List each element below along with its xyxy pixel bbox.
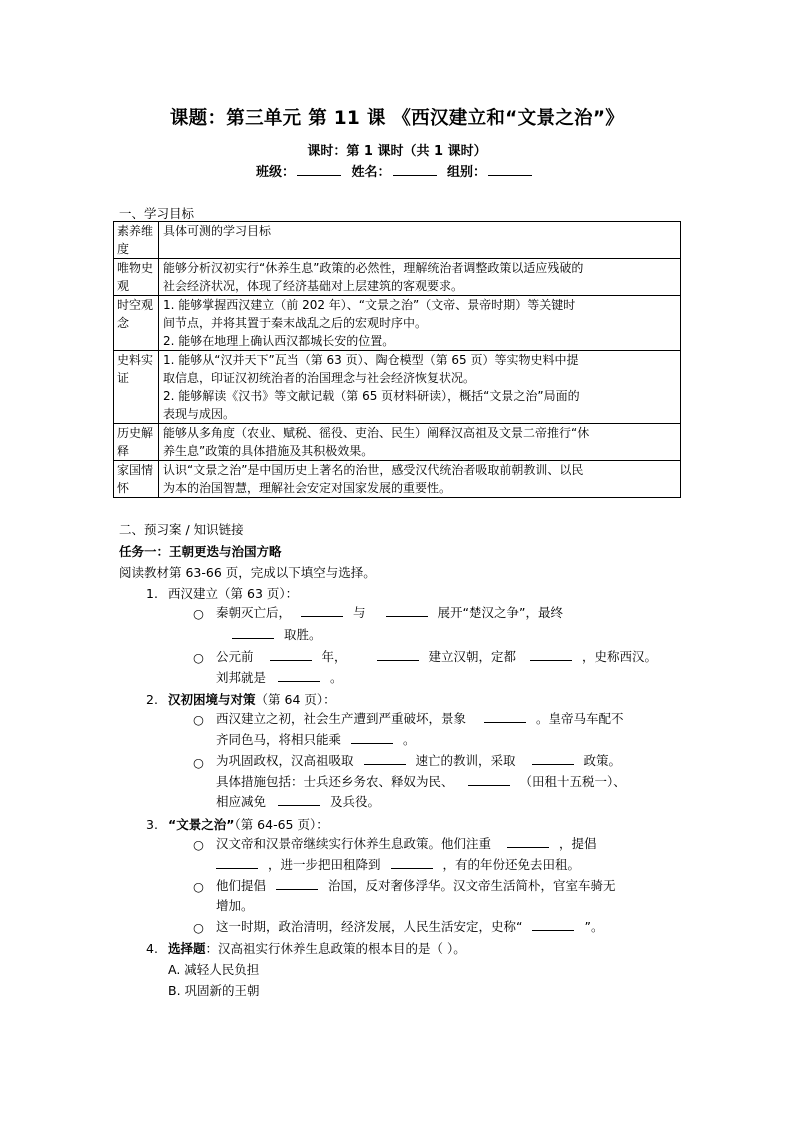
fill-blank[interactable] xyxy=(507,835,549,848)
goal-line: 1. 能够掌握西汉建立（前 202 年）、“文景之治”（文帝、景帝时期）等关键时 xyxy=(163,298,576,312)
bullet-icon: ○ xyxy=(193,712,204,727)
task-one-title: 任务一：王朝更迭与治国方略 xyxy=(119,544,282,559)
item-2-line-4: 具体措施包括：士兵还乡务农、释奴为民、 （田租十五税一）、 xyxy=(216,774,626,789)
table-row xyxy=(114,351,681,424)
name-label: 姓名： xyxy=(351,165,391,180)
reading-instruction: 阅读教材第 63-66 页，完成以下填空与选择。 xyxy=(119,565,376,580)
group-blank[interactable] xyxy=(488,163,532,176)
fill-blank[interactable] xyxy=(301,604,343,617)
fill-blank[interactable] xyxy=(276,877,318,890)
goal-line: 认识“文景之治”是中国历史上著名的治世，感受汉代统治者吸取前朝教训、以民 xyxy=(163,463,584,477)
item-1-line-2: 取胜。 xyxy=(232,625,322,645)
fill-blank[interactable] xyxy=(364,752,406,765)
student-info-line xyxy=(0,161,794,180)
class-blank[interactable] xyxy=(297,163,341,176)
goal-cell xyxy=(159,351,681,424)
fill-blank[interactable] xyxy=(278,669,320,682)
table-row xyxy=(114,296,681,351)
item-1-line-1: 秦朝灭亡后， 与 展开“楚汉之争”，最终 xyxy=(216,605,563,620)
dimension-cell: 史料实证 xyxy=(114,351,159,424)
goal-line: 表现与成因。 xyxy=(163,407,236,421)
goal-line: 为本的治国智慧，理解社会安定对国家发展的重要性。 xyxy=(163,481,452,495)
table-row xyxy=(114,461,681,498)
goal-line: 间节点，并将其置于秦末战乱之后的宏观时序中。 xyxy=(163,316,428,330)
item-3-heading: 3. “文景之治”（第 64-65 页）： xyxy=(146,817,329,832)
item-4-title: 选择题 xyxy=(168,941,206,956)
goal-line: 2. 能够在地理上确认西汉都城长安的位置。 xyxy=(163,334,395,348)
goal-line: 2. 能够解读《汉书》等文献记载（第 65 页材料研读），概括“文景之治”局面的 xyxy=(163,389,580,403)
item-4-heading: 4. 选择题：汉高祖实行休养生息政策的根本目的是（ ）。 xyxy=(146,941,466,956)
fill-blank[interactable] xyxy=(530,648,572,661)
section-learning-goals-title: 一、学习目标 xyxy=(119,206,195,221)
bullet-icon: ○ xyxy=(193,837,204,852)
item-1-line-3: 公元前 年， 建立汉朝，定都 ，史称西汉。 xyxy=(216,649,658,664)
table-header-row xyxy=(114,222,681,259)
fill-blank[interactable] xyxy=(532,918,574,931)
item-3-line-5: 这一时期，政治清明，经济发展，人民生活安定，史称“ ”。 xyxy=(216,919,604,934)
dimension-cell: 家国情怀 xyxy=(114,461,159,498)
item-2-line-2: 齐同色马，将相只能乘 。 xyxy=(216,732,416,747)
goal-line: 能够分析汉初实行“休养生息”政策的必然性，理解统治者调整政策以适应残破的 xyxy=(163,261,584,275)
item-2-line-5: 相应减免 及兵役。 xyxy=(216,794,381,809)
bullet-icon: ○ xyxy=(193,755,204,770)
item-1-line-4: 刘邦就是 。 xyxy=(216,670,343,685)
item-1-heading: 1. 西汉建立（第 63 页）： xyxy=(146,586,299,601)
dimension-cell: 时空观念 xyxy=(114,296,159,351)
item-2-line-1: 西汉建立之初，社会生产遭到严重破坏，景象 。皇帝马车配不 xyxy=(216,711,624,726)
bullet-icon: ○ xyxy=(193,879,204,894)
lesson-period: 课时：第 1 课时（共 1 课时） xyxy=(307,144,487,159)
goal-cell xyxy=(159,259,681,296)
goal-line: 取信息，印证汉初统治者的治国理念与社会经济恢复状况。 xyxy=(163,371,476,385)
goal-line: 社会经济状况，体现了经济基础对上层建筑的客观要求。 xyxy=(163,279,464,293)
fill-blank[interactable] xyxy=(532,752,574,765)
item-3-line-1: 汉文帝和汉景帝继续实行休养生息政策。他们注重 ，提倡 xyxy=(216,836,597,851)
item-3-title: “文景之治” xyxy=(168,817,235,832)
item-2-line-3: 为巩固政权，汉高祖吸取 速亡的教训，采取 政策。 xyxy=(216,753,622,768)
fill-blank[interactable] xyxy=(216,856,258,869)
fill-blank[interactable] xyxy=(377,648,419,661)
goal-cell xyxy=(159,461,681,498)
dimension-cell: 历史解释 xyxy=(114,424,159,461)
fill-blank[interactable] xyxy=(391,856,433,869)
item-2-title: 汉初困境与对策 xyxy=(168,692,256,707)
learning-goals-table xyxy=(113,221,681,498)
fill-blank[interactable] xyxy=(232,626,274,639)
group-label: 组别： xyxy=(447,165,487,180)
fill-blank[interactable] xyxy=(270,648,312,661)
item-3-line-3: 他们提倡 治国，反对奢侈浮华。汉文帝生活简朴，官室车骑无 xyxy=(216,878,616,893)
bullet-icon: ○ xyxy=(193,606,204,621)
goal-line: 1. 能够从“汉并天下”瓦当（第 63 页）、陶仓模型（第 65 页）等实物史料中提 xyxy=(163,353,579,367)
fill-blank[interactable] xyxy=(278,793,320,806)
header-key-cell: 素养维度 xyxy=(114,222,159,259)
table-row xyxy=(114,424,681,461)
option-b[interactable]: B. 巩固新的王朝 xyxy=(168,983,260,998)
bullet-icon: ○ xyxy=(193,920,204,935)
goal-line: 养生息”政策的具体措施及其积极效果。 xyxy=(163,444,374,458)
lesson-title: 课题：第三单元 第 11 课 《西汉建立和“文景之治”》 xyxy=(169,108,625,129)
section-preview-title: 二、预习案 / 知识链接 xyxy=(119,522,244,537)
item-2-heading: 2. 汉初困境与对策（第 64 页）： xyxy=(146,692,336,707)
class-label: 班级： xyxy=(255,165,295,180)
item-3-line-2: ，进一步把田租降到 ，有的年份还免去田租。 xyxy=(216,855,580,875)
fill-blank[interactable] xyxy=(386,604,428,617)
fill-blank[interactable] xyxy=(468,773,510,786)
fill-blank[interactable] xyxy=(484,710,526,723)
option-a[interactable]: A. 减轻人民负担 xyxy=(168,962,260,977)
bullet-icon: ○ xyxy=(193,650,204,665)
item-3-line-4: 增加。 xyxy=(216,898,254,913)
goal-cell xyxy=(159,424,681,461)
goal-line: 能够从多角度（农业、赋税、徭役、吏治、民生）阐释汉高祖及文景二帝推行“休 xyxy=(163,426,590,440)
table-row xyxy=(114,259,681,296)
goal-cell xyxy=(159,296,681,351)
goal-rows xyxy=(114,259,681,498)
item-1-title: 西汉建立 xyxy=(168,586,219,601)
dimension-cell: 唯物史观 xyxy=(114,259,159,296)
fill-blank[interactable] xyxy=(351,731,393,744)
header-value-cell: 具体可测的学习目标 xyxy=(159,222,681,259)
name-blank[interactable] xyxy=(393,163,437,176)
